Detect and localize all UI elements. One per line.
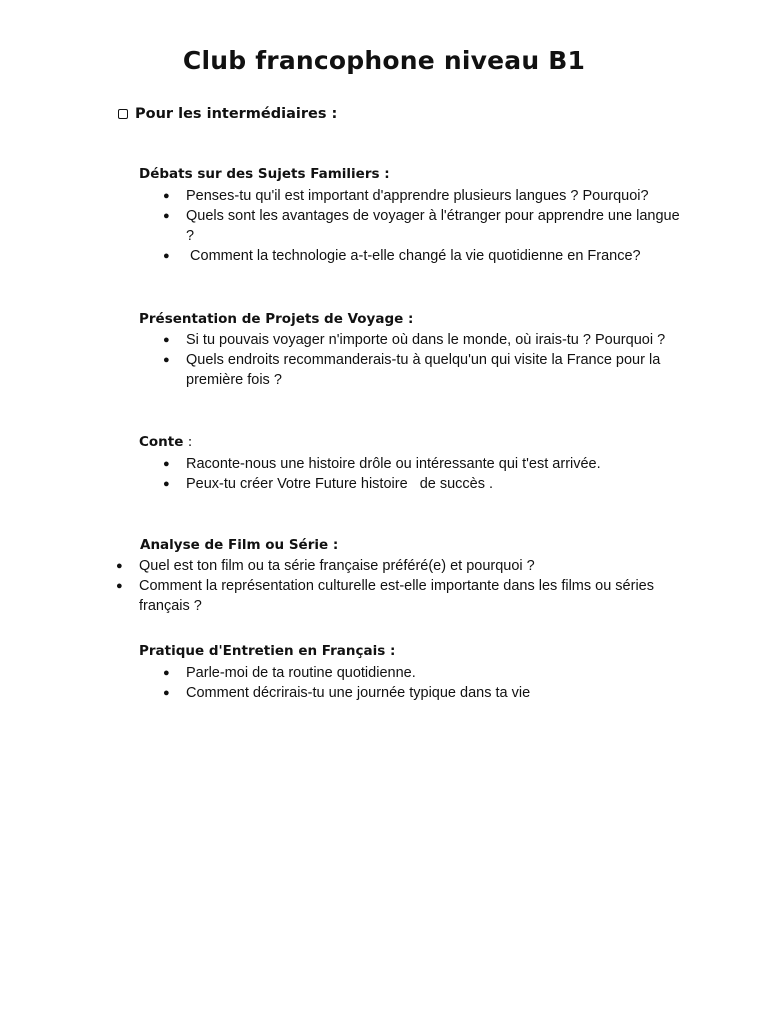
- section-heading-film: Analyse de Film ou Série :: [140, 537, 339, 553]
- list-item: ● Si tu pouvais voyager n'importe où dans le monde, où irais-tu ? Pourquoi ?: [163, 332, 666, 348]
- bullet-list-conte: [163, 454, 683, 494]
- list-item: ● Peux-tu créer Votre Future histoire de succès .: [163, 476, 494, 492]
- section-heading-voyage: Présentation de Projets de Voyage :: [139, 311, 414, 327]
- bullet-icon: ●: [163, 210, 170, 222]
- list-item: ● Parle-moi de ta routine quotidienne.: [163, 665, 416, 681]
- bullet-icon: ●: [163, 354, 170, 366]
- page-title: Club francophone niveau B1: [182, 46, 586, 75]
- bullet-list-entretien: [163, 663, 683, 703]
- list-item: ● Quels sont les avantages de voyager à l'étranger pour apprendre une langue ?: [163, 208, 680, 244]
- level-label: [118, 106, 337, 122]
- list-item: ● Comment la technologie a-t-elle changé la vie quotidienne en France?: [163, 248, 641, 264]
- bullet-icon: ●: [163, 334, 170, 346]
- list-item: ● Raconte-nous une histoire drôle ou intéressante qui t'est arrivée.: [163, 456, 601, 472]
- bullet-icon: ●: [163, 478, 170, 490]
- list-item: ● Quels endroits recommanderais-tu à quelqu'un qui visite la France pour la première fois ?: [163, 352, 661, 388]
- list-item: ● Comment décrirais-tu une journée typique dans ta vie: [163, 685, 531, 701]
- bullet-icon: ●: [163, 190, 170, 202]
- section-heading-entretien: Pratique d'Entretien en Français :: [139, 643, 396, 659]
- bullet-list-debats: [163, 186, 683, 266]
- section-heading-conte: Conte :: [139, 434, 193, 450]
- bullet-icon: ●: [116, 560, 123, 572]
- bullet-icon: ●: [163, 667, 170, 679]
- section-heading-debats: Débats sur des Sujets Familiers :: [139, 166, 390, 182]
- list-item: ● Comment la représentation culturelle est-elle importante dans les films ou séries français ?: [116, 578, 654, 614]
- bullet-icon: ●: [163, 458, 170, 470]
- bullet-list-film: [116, 556, 656, 616]
- list-item: ● Penses-tu qu'il est important d'apprendre plusieurs langues ? Pourquoi?: [163, 188, 649, 204]
- list-item: ● Quel est ton film ou ta série française préféré(e) et pourquoi ?: [116, 558, 535, 574]
- bullet-icon: ●: [116, 580, 123, 592]
- checkbox-icon[interactable]: [118, 109, 128, 119]
- level-label-text: Pour les intermédiaires :: [135, 106, 338, 122]
- bullet-icon: ●: [163, 687, 170, 699]
- bullet-icon: ●: [163, 250, 170, 262]
- bullet-list-voyage: [163, 330, 683, 390]
